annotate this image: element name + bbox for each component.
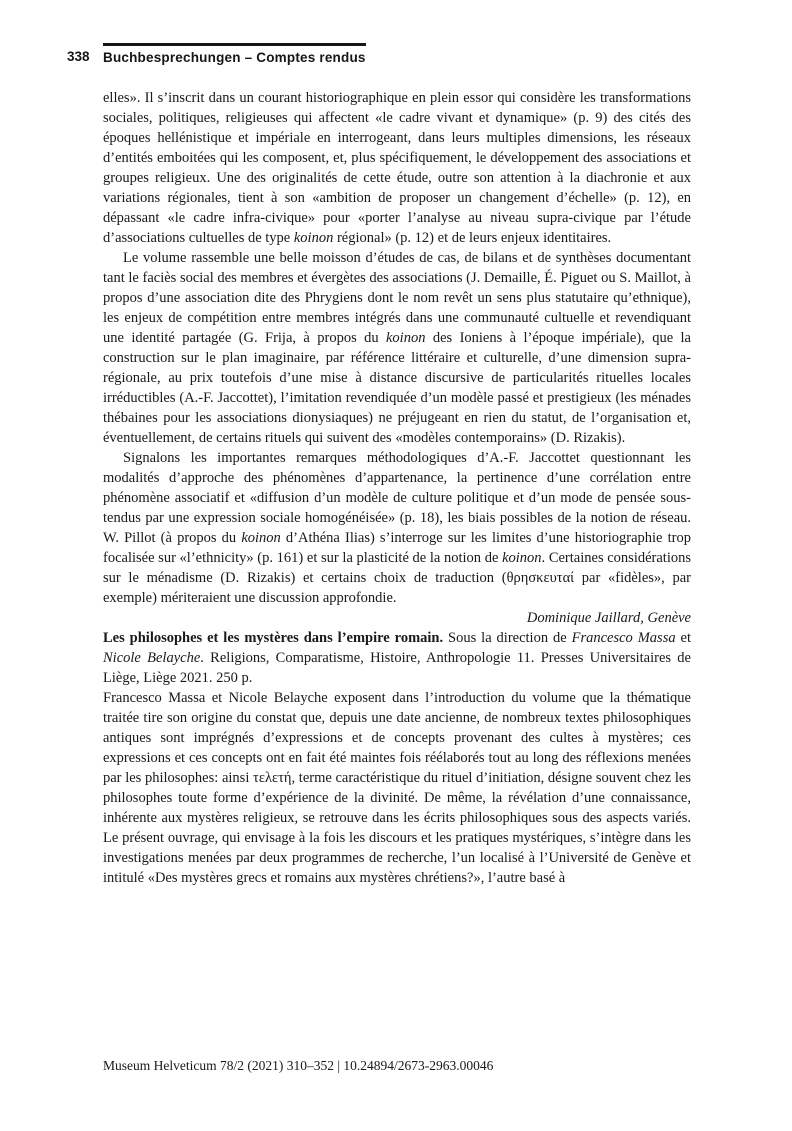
review-text-column bbox=[103, 88, 691, 888]
running-head-title: Buchbesprechungen – Comptes rendus bbox=[103, 49, 366, 65]
review1-paragraph-2: Le volume rassemble une belle moisson d’études de cas, de bilans et de synthèses documentant tant le faciès social des membres et évergètes des associations (J. Demaille, É. Piguet ou S. Maillot, à propos d’une association dite des Phrygiens dont le nom revêt un sens plus statutaire qu’ethnique), les enjeux de compétition entre membres intégrés dans une communauté cultuelle et revendiquant une identité partagée (G. Frija, à propos du koinon des Ioniens à l’époque impériale), que la construction sur le plan imaginaire, par référence littéraire et culturelle, d’une dimension supra-régionale, au prix toutefois d’une mise à distance discursive de particularités rituelles locales irréductibles (A.-F. Jaccottet), l’imitation revendiquée d’un modèle passé et prestigieux (les ménades thébaines pour les associations dionysiaques) ne préjugeant en rien du statut, de l’organisation et, éventuellement, de certains rituels qui suivent des «modèles contemporains» (D. Rizakis). bbox=[103, 250, 691, 446]
review2-heading: Les philosophes et les mystères dans l’empire romain. Sous la direction de Francesco Massa et Nicole Belayche. Religions, Comparatisme, Histoire, Anthropologie 11. Presses Universitaires de Liège, Liège 2021. 250 p. bbox=[103, 630, 691, 686]
page-number: 338 bbox=[67, 49, 90, 64]
review2-paragraph-1: Francesco Massa et Nicole Belayche exposent dans l’introduction du volume que la thématique traitée tire son origine du constat que, depuis une date ancienne, de nombreux textes philosophiques antiques sont imprégnés d’expressions et de concepts provenant des cultes à mystères; ces expressions et ces concepts ont en fait été maintes fois réélaborés tout au long des réflexions menées par les philosophes: ainsi τελετή, terme caractéristique du rituel d’initiation, désigne souvent chez les philosophes toute forme d’expérience de la divinité. De même, la révélation d’une connaissance, inhérente aux mystères religieux, se retrouve dans les écrits philosophiques sous des aspects variés. Le présent ouvrage, qui envisage à la fois les discours et les pratiques mystériques, s’intègre dans les investigations menées par deux programmes de recherche, l’un localisé à l’Université de Genève et intitulé «Des mystères grecs et romains aux mystères chrétiens?», l’autre basé à bbox=[103, 690, 691, 886]
review1-paragraph-1: elles». Il s’inscrit dans un courant historiographique en plein essor qui considère les transformations sociales, politiques, religieuses qui affectent «le cadre vivant et dynamique» (p. 9) des cités des époques hellénistique et impériale en interrogeant, dans leurs multiples dimensions, les réseaux d’entités emboitées qui les composent, et, plus spécifiquement, le développement des associations et groupes religieux. Une des originalités de cette étude, outre son attention à la diachronie et aux variations régionales, tient à son «ambition de proposer un changement d’échelle» (p. 12), en dépassant «le cadre infra-civique» pour «porter l’analyse au niveau supra-civique par l’étude d’associations cultuelles de type koinon régional» (p. 12) et de leurs enjeux identitaires. bbox=[103, 90, 691, 246]
header-rule bbox=[103, 43, 366, 46]
review1-paragraph-3: Signalons les importantes remarques méthodologiques d’A.-F. Jaccottet questionnant les modalités d’approche des phénomènes d’appartenance, la pertinence d’une corrélation entre phénomène associatif et «diffusion d’un modèle de culture politique et d’un mode de pensée sous-tendus par une expression sociale homogénéisée» (p. 18), les biais possibles de la notion de réseau. W. Pillot (à propos du koinon d’Athéna Ilias) s’interroge sur les limites d’une historiographie trop focalisée sur «l’ethnicity» (p. 161) et sur la plasticité de la notion de koinon. Certaines considérations sur le ménadisme (D. Rizakis) et certains choix de traduction (θρησκευταί par «fidèles», par exemple) mériteraient une discussion approfondie. bbox=[103, 450, 692, 606]
journal-citation-footer: Museum Helveticum 78/2 (2021) 310–352 | 10.24894/2673-2963.00046 bbox=[103, 1058, 494, 1073]
running-head-block bbox=[103, 43, 366, 65]
review1-attribution: Dominique Jaillard, Genève bbox=[526, 610, 691, 626]
